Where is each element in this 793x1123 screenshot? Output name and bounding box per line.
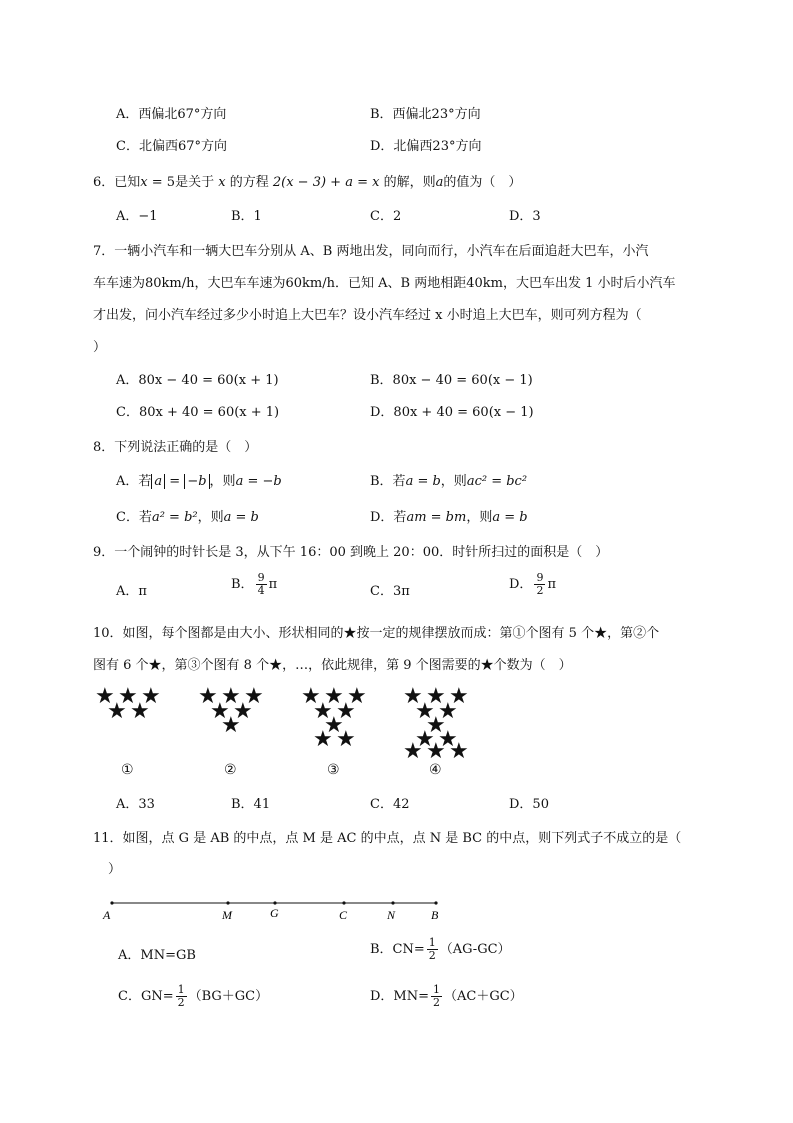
star-icon: ★ xyxy=(438,699,458,724)
star-icon: ★ xyxy=(336,727,356,752)
q9-option-c: C．3π xyxy=(370,584,410,599)
q5-option-d: D．北偏西23°方向 xyxy=(370,139,482,154)
point-c-dot xyxy=(342,901,345,904)
q6-stem: 6．已知x = 5是关于 x 的方程 2(x − 3) + a = x 的解，则a的值为（ ） xyxy=(93,175,522,190)
star-icon: ★ xyxy=(221,713,241,738)
point-c-label: C xyxy=(339,908,348,922)
star-icon: ★ xyxy=(426,713,446,738)
q7-option-d: D．80x + 40 = 60(x − 1) xyxy=(370,405,534,420)
q10-option-a: A．33 xyxy=(116,797,155,812)
q5-option-c: C．北偏西67°方向 xyxy=(116,139,227,154)
q10-option-d: D．50 xyxy=(509,797,549,812)
star-icon: ★ xyxy=(221,684,241,709)
q9-option-b: B． $\frac{9}{4}$ π xyxy=(231,571,278,597)
q6-option-d: D．3 xyxy=(509,209,541,224)
star-icon: ★ xyxy=(130,699,150,724)
star-icon: ★ xyxy=(426,684,446,709)
q10-figure-label-2: ② xyxy=(224,762,237,778)
q10-figure-label-3: ③ xyxy=(327,762,340,778)
q8-option-b: B．若a = b，则ac² = bc² xyxy=(370,474,528,489)
star-icon: ★ xyxy=(313,727,333,752)
q8-option-a: A．若 a = −b ，则a = −b xyxy=(116,474,282,489)
star-icon: ★ xyxy=(198,684,218,709)
q8-option-d: D．若am = bm，则a = b xyxy=(370,510,528,525)
q8-stem: 8．下列说法正确的是（ ） xyxy=(93,440,258,455)
star-icon: ★ xyxy=(449,684,469,709)
q5-option-b: B．西偏北23°方向 xyxy=(370,107,481,122)
q11-line-segment-diagram xyxy=(100,895,450,925)
star-icon: ★ xyxy=(324,684,344,709)
q9-option-a: A．π xyxy=(116,584,147,599)
star-icon: ★ xyxy=(301,684,321,709)
q9-option-d: D． $\frac{9}{2}$ π xyxy=(509,571,556,597)
point-b-label: B xyxy=(431,908,439,922)
star-icon: ★ xyxy=(107,699,127,724)
q11-line-1: 11．如图，点 G 是 AB 的中点，点 M 是 AC 的中点，点 N 是 BC 的中点，则下列式子不成立的是（ xyxy=(93,831,682,846)
q7-line-4: ） xyxy=(93,340,107,355)
point-m-label: M xyxy=(222,908,232,922)
q11-option-c: C．GN= $\frac{1}{2}$ （BG＋GC） xyxy=(118,983,269,1009)
star-icon: ★ xyxy=(233,699,253,724)
star-icon: ★ xyxy=(347,684,367,709)
q7-option-b: B．80x − 40 = 60(x − 1) xyxy=(370,373,533,388)
star-icon: ★ xyxy=(313,699,333,724)
star-icon: ★ xyxy=(95,684,115,709)
q8-option-c: C．若a² = b²，则a = b xyxy=(116,510,259,525)
q10-line-2: 图有 6 个★，第③个图有 8 个★，…，依此规律，第 9 个图需要的★个数为（ ） xyxy=(93,658,572,673)
star-icon: ★ xyxy=(415,699,435,724)
q10-option-b: B．41 xyxy=(231,797,271,812)
q11-option-d: D．MN= $\frac{1}{2}$ （AC＋GC） xyxy=(370,983,523,1009)
point-g-label: G xyxy=(270,906,279,920)
q5-option-a: A．西偏北67°方向 xyxy=(116,107,227,122)
q10-figure-label-4: ④ xyxy=(429,762,442,778)
q11-option-b: B．CN= $\frac{1}{2}$ （AG-GC） xyxy=(370,936,511,962)
q7-line-1: 7．一辆小汽车和一辆大巴车分别从 A、B 两地出发，同向而行，小汽车在后面追赶大巴车，小汽 xyxy=(93,244,649,259)
q6-option-a: A．−1 xyxy=(116,209,158,224)
star-icon: ★ xyxy=(324,713,344,738)
q7-option-a: A．80x − 40 = 60(x + 1) xyxy=(116,373,279,388)
q9-stem: 9．一个闹钟的时针长是 3，从下午 16：00 到晚上 20：00．时针所扫过的面积是（ ） xyxy=(93,545,609,560)
star-icon: ★ xyxy=(449,739,469,764)
star-icon: ★ xyxy=(403,739,423,764)
q10-figure-label-1: ① xyxy=(121,762,134,778)
point-a-dot xyxy=(110,901,113,904)
point-b-dot xyxy=(434,901,437,904)
q7-option-c: C．80x + 40 = 60(x + 1) xyxy=(116,405,280,420)
star-icon: ★ xyxy=(415,727,435,752)
q10-line-1: 10．如图，每个图都是由大小、形状相同的★按一定的规律摆放而成：第①个图有 5 个★，第②个 xyxy=(93,626,660,641)
q6-option-b: B．1 xyxy=(231,209,262,224)
star-icon: ★ xyxy=(118,684,138,709)
q7-line-2: 车车速为80km/h，大巴车车速为60km/h．已知 A、B 两地相距40km，大巴车出发 1 小时后小汽车 xyxy=(93,276,676,291)
point-a-label: A xyxy=(103,908,111,922)
star-icon: ★ xyxy=(210,699,230,724)
q6-option-c: C．2 xyxy=(370,209,402,224)
point-n-dot xyxy=(391,901,394,904)
q10-option-c: C．42 xyxy=(370,797,410,812)
star-icon: ★ xyxy=(141,684,161,709)
star-icon: ★ xyxy=(438,727,458,752)
q7-line-3: 才出发，问小汽车经过多少小时追上大巴车？设小汽车经过 x 小时追上大巴车，则可列方程为（ xyxy=(93,308,642,323)
q11-option-a: A．MN=GB xyxy=(118,948,196,963)
point-m-dot xyxy=(226,901,229,904)
star-icon: ★ xyxy=(244,684,264,709)
star-icon: ★ xyxy=(336,699,356,724)
star-icon: ★ xyxy=(403,684,423,709)
q11-line-2: ） xyxy=(108,862,122,877)
point-g-dot xyxy=(273,901,276,904)
point-n-label: N xyxy=(387,908,396,922)
star-icon: ★ xyxy=(426,739,446,764)
